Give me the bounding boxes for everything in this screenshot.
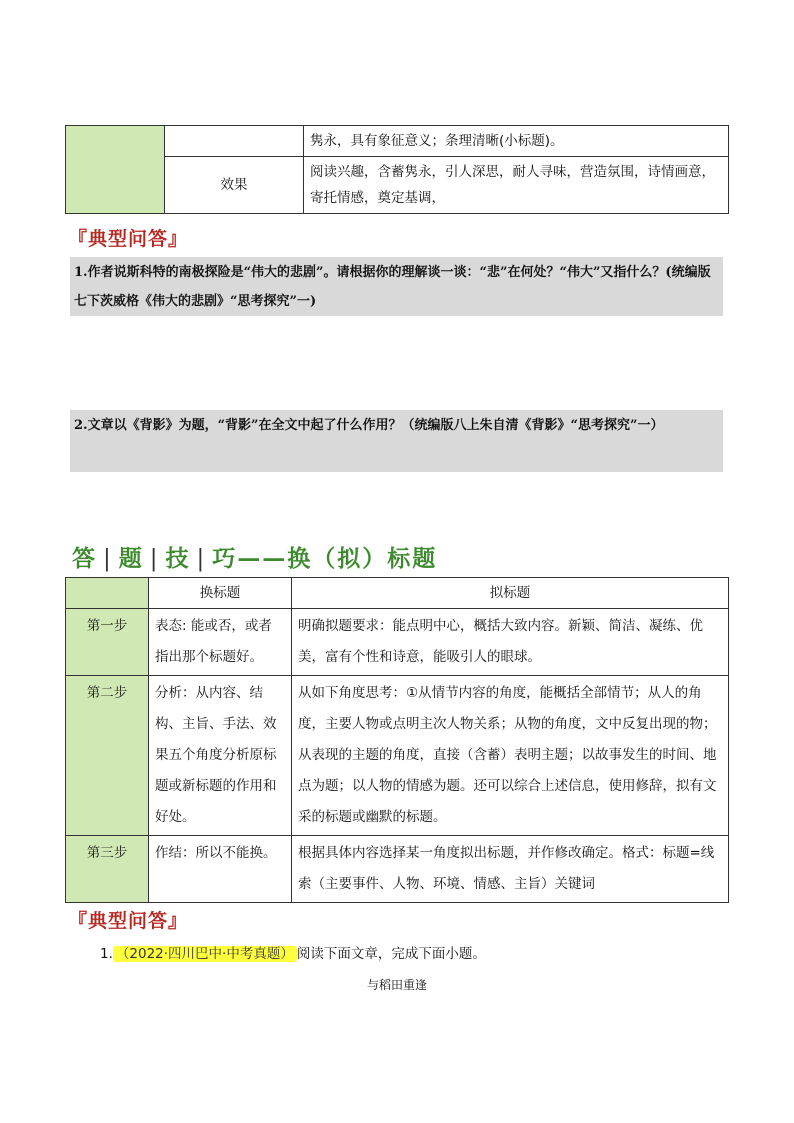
header-blank: [66, 578, 149, 609]
section-heading: 『典型问答』: [68, 228, 189, 250]
table-row: [66, 676, 729, 836]
tips-char-3: 技: [165, 545, 191, 572]
exercise-question: [100, 942, 486, 966]
change-cell: 表态: 能或否，或者指出那个标题好。: [149, 609, 292, 676]
step-label: 第一步: [66, 609, 149, 676]
section-heading-2: 『典型问答』: [68, 910, 189, 932]
separator: |: [103, 546, 113, 572]
question-text: 阅读下面文章，完成下面小题。: [296, 946, 486, 962]
separator: |: [196, 546, 207, 572]
step-label: 第三步: [66, 836, 149, 903]
header-draft-title: 拟标题: [292, 578, 729, 609]
passage-title: 与稻田重逢: [366, 978, 427, 992]
source-badge: （2022·四川巴中·中考真题）: [113, 946, 297, 962]
draft-cell: 根据具体内容选择某一角度拟出标题，并作修改确定。格式：标题=线索（主要事件、人物、环境、情感、主旨）关键词: [292, 836, 729, 903]
green-cell: [66, 126, 165, 214]
table1-row1-text: 隽永，具有象征意义；条理清晰(小标题)。: [304, 126, 729, 157]
empty-cell: [165, 126, 304, 157]
table-row: [66, 836, 729, 903]
tips-title: [72, 540, 437, 573]
draft-cell: 从如下角度思考：①从情节内容的角度，能概括全部情节；从人的角度，主要人物或点明主次人物关系；从物的角度，文中反复出现的物；从表现的主题的角度，直接（含蓄）表明主题；以故事发生的时间、地点为题；以人物的情感为题。还可以综合上述信息，使用修辞，拟有文采的标题或幽默的标题。: [292, 676, 729, 836]
question-2: 2.文章以《背影》为题，“背影”在全文中起了什么作用？（统编版八上朱自清《背影》“思考探究”一）: [70, 410, 723, 472]
title-tips-table: [65, 577, 729, 903]
question-number: 1.: [100, 946, 113, 962]
effect-text: 阅读兴趣，含蓄隽永，引人深思，耐人寻味，营造氛围，诗情画意，寄托情感，奠定基调，: [304, 157, 729, 214]
effects-table: [65, 125, 729, 214]
question-1: 1.作者说斯科特的南极探险是“伟大的悲剧”。请根据你的理解谈一谈：“悲”在何处？“伟大”又指什么？(统编版七下茨威格《伟大的悲剧》“思考探究”一): [70, 257, 723, 316]
change-cell: 作结：所以不能换。: [149, 836, 292, 903]
table-row: [66, 609, 729, 676]
header-change-title: 换标题: [149, 578, 292, 609]
step-label: 第二步: [66, 676, 149, 836]
change-cell: 分析：从内容、结构、主旨、手法、效果五个角度分析原标题或新标题的作用和好处。: [149, 676, 292, 836]
effect-label: 效果: [165, 157, 304, 214]
separator: |: [149, 546, 160, 572]
tips-char-4: 巧——换（拟）标题: [212, 545, 438, 572]
tips-char-1: 答: [72, 545, 97, 572]
draft-cell: 明确拟题要求：能点明中心，概括大致内容。新颖、简洁、凝练、优美，富有个性和诗意，能吸引人的眼球。: [292, 609, 729, 676]
tips-char-2: 题: [118, 545, 144, 572]
